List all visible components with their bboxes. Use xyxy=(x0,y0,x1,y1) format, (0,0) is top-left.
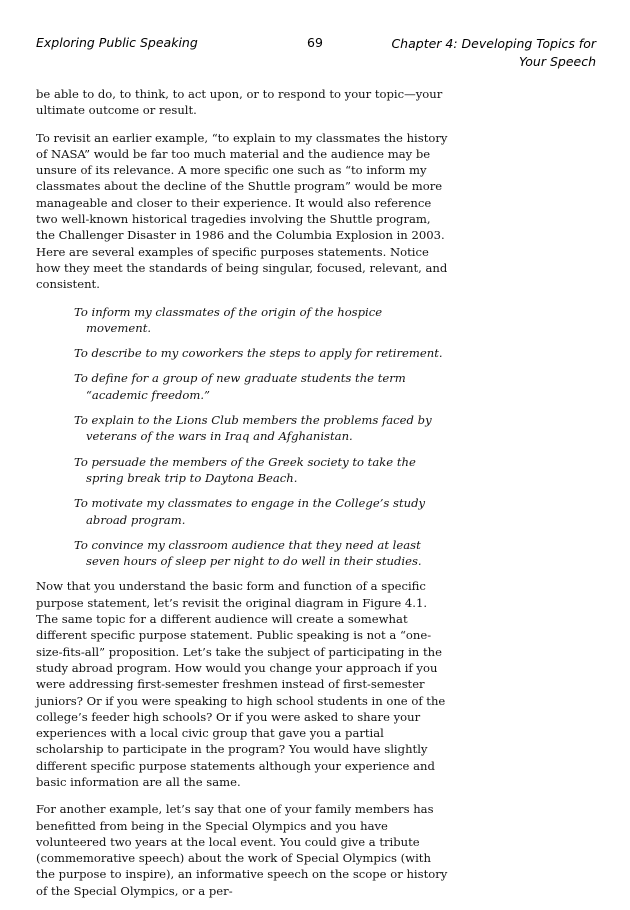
example-item: To explain to the Lions Club members the problems faced by veterans of the wars in Iraq and Afghanistan. xyxy=(74,413,432,444)
book-title: Exploring Public Speaking xyxy=(36,35,198,50)
example-item: To inform my classmates of the origin of the hospice movement. xyxy=(74,304,383,335)
example-item: To define for a group of new graduate students the term “academic freedom.” xyxy=(74,371,406,402)
paragraph-1: be able to do, to think, to act upon, or to respond to your topic—your ultimate outcome or result. xyxy=(36,87,443,118)
example-item: To convince my classroom audience that they need at least seven hours of sleep per night to do well in their studies. xyxy=(74,537,422,569)
example-item: To describe to my coworkers the steps to apply for retirement. xyxy=(74,346,443,361)
example-item: To persuade the members of the Greek society to take the spring break trip to Daytona Beach. xyxy=(74,454,416,485)
example-item: To motivate my classmates to engage in the College’s study abroad program. xyxy=(74,496,426,527)
paragraph-3: Now that you understand the basic form and function of a specific purpose statement, let’s revisit the original diagram in Figure 4.1. The same topic for a different audience will create a somewhat different specific purpose statement. Public speaking is not a “one-size-fits-all” proposition. Let’s take the subject of participating in the study abroad program. How would you change your approach if you were addressing first-semester freshmen instead of first-semester juniors? Or if you were speaking to high school students in one of the college’s feeder high schools? Or if you were asked to share your experiences with a local civic group that gave you a partial scholarship to participate in the program? You would have slightly different specific purpose statements although your experience and basic information are all the same. xyxy=(36,579,446,789)
paragraph-2: To revisit an earlier example, “to explain to my classmates the history of NASA” would be far too much material and the audience may be unsure of its relevance. A more specific one such as “to inform my classmates about the decline of the Shuttle program” would be more manageable and closer to their experience. It would also reference two well-known historical tragedies involving the Shuttle program, the Challenger Disaster in 1986 and the Columbia Explosion in 2003. Here are several examples of specific purposes statements. Notice how they meet the standards of being singular, focused, relevant, and consistent. xyxy=(36,130,448,292)
running-header xyxy=(36,35,596,71)
chapter-title: Chapter 4: Developing Topics for Your Speech xyxy=(391,36,596,69)
body-text xyxy=(36,86,448,910)
page-number: 69 xyxy=(307,35,323,50)
example-list xyxy=(36,304,448,570)
paragraph-4: For another example, let’s say that one of your family members has benefitted from being in the Special Olympics and you have volunteered two years at the local event. You could give a tribute (commemorative speech) about the work of Special Olympics (with the purpose to inspire), an informative speech on the scope or history of the Special Olympics, or a per- xyxy=(36,802,448,898)
